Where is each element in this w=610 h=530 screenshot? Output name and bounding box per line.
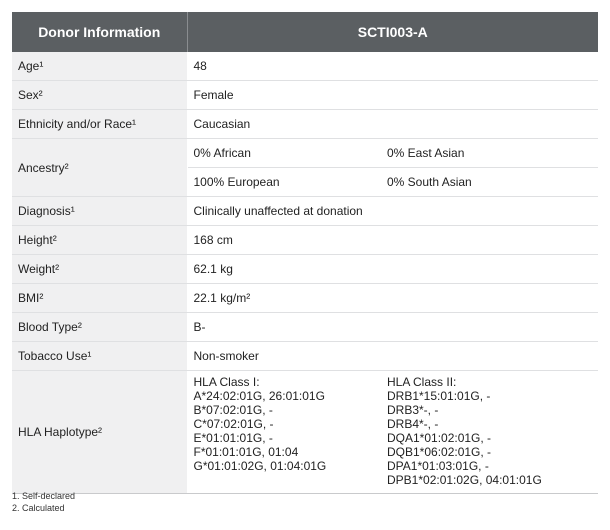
- footnote-calculated: 2. Calculated: [12, 503, 65, 513]
- ancestry-south-asian: 0% South Asian: [381, 168, 598, 197]
- hla-class-1-line: E*01:01:01G, -: [193, 431, 273, 445]
- hla-class-1-line: G*01:01:02G, 01:04:01G: [193, 459, 327, 473]
- row-value-blood-type: B-: [187, 313, 598, 342]
- table-row: [12, 342, 598, 371]
- table-row: [12, 284, 598, 313]
- table-row: [12, 139, 598, 168]
- hla-class-2: [381, 371, 598, 494]
- row-value-age: 48: [187, 52, 598, 81]
- table-row: [12, 313, 598, 342]
- ancestry-east-asian: 0% East Asian: [381, 139, 598, 168]
- hla-class-1-line: A*24:02:01G, 26:01:01G: [193, 389, 325, 403]
- hla-class-1-line: F*01:01:01G, 01:04: [193, 445, 299, 459]
- hla-class-2-title: HLA Class II:: [387, 375, 457, 389]
- hla-class-2-line: DQA1*01:02:01G, -: [387, 431, 492, 445]
- table-row: [12, 81, 598, 110]
- footnotes: [12, 490, 75, 514]
- hla-class-1-title: HLA Class I:: [193, 375, 260, 389]
- row-label-sex: Sex²: [12, 81, 187, 110]
- row-label-ethnicity: Ethnicity and/or Race¹: [12, 110, 187, 139]
- donor-info-table: [12, 12, 598, 494]
- row-label-weight: Weight²: [12, 255, 187, 284]
- table-row: [12, 110, 598, 139]
- table-row: [12, 52, 598, 81]
- row-value-ethnicity: Caucasian: [187, 110, 598, 139]
- row-label-tobacco: Tobacco Use¹: [12, 342, 187, 371]
- ancestry-european: 100% European: [187, 168, 381, 197]
- row-label-diagnosis: Diagnosis¹: [12, 197, 187, 226]
- hla-class-2-line: DPB1*02:01:02G, 04:01:01G: [387, 473, 542, 487]
- hla-class-2-line: DQB1*06:02:01G, -: [387, 445, 492, 459]
- row-value-diagnosis: Clinically unaffected at donation: [187, 197, 598, 226]
- hla-class-1-line: B*07:02:01G, -: [193, 403, 273, 417]
- hla-class-2-line: DRB4*-, -: [387, 417, 439, 431]
- footnote-self-declared: 1. Self-declared: [12, 491, 76, 501]
- hla-class-2-line: DRB3*-, -: [387, 403, 439, 417]
- row-value-tobacco: Non-smoker: [187, 342, 598, 371]
- row-label-blood-type: Blood Type²: [12, 313, 187, 342]
- header-donor-information: Donor Information: [12, 12, 187, 52]
- row-value-height: 168 cm: [187, 226, 598, 255]
- donor-table-container: [12, 12, 598, 494]
- row-label-ancestry: Ancestry²: [12, 139, 187, 197]
- table-header: [12, 12, 598, 52]
- hla-class-2-line: DRB1*15:01:01G, -: [387, 389, 491, 403]
- table-row: [12, 226, 598, 255]
- header-cell-line: SCTI003-A: [187, 12, 598, 52]
- hla-class-1: [187, 371, 381, 494]
- table-row: [12, 371, 598, 494]
- table-row: [12, 197, 598, 226]
- row-label-bmi: BMI²: [12, 284, 187, 313]
- row-label-hla: HLA Haplotype²: [12, 371, 187, 494]
- hla-class-1-line: C*07:02:01G, -: [193, 417, 274, 431]
- row-label-height: Height²: [12, 226, 187, 255]
- ancestry-african: 0% African: [187, 139, 381, 168]
- row-value-sex: Female: [187, 81, 598, 110]
- row-value-bmi: 22.1 kg/m²: [187, 284, 598, 313]
- table-row: [12, 255, 598, 284]
- row-value-weight: 62.1 kg: [187, 255, 598, 284]
- hla-class-2-line: DPA1*01:03:01G, -: [387, 459, 489, 473]
- row-label-age: Age¹: [12, 52, 187, 81]
